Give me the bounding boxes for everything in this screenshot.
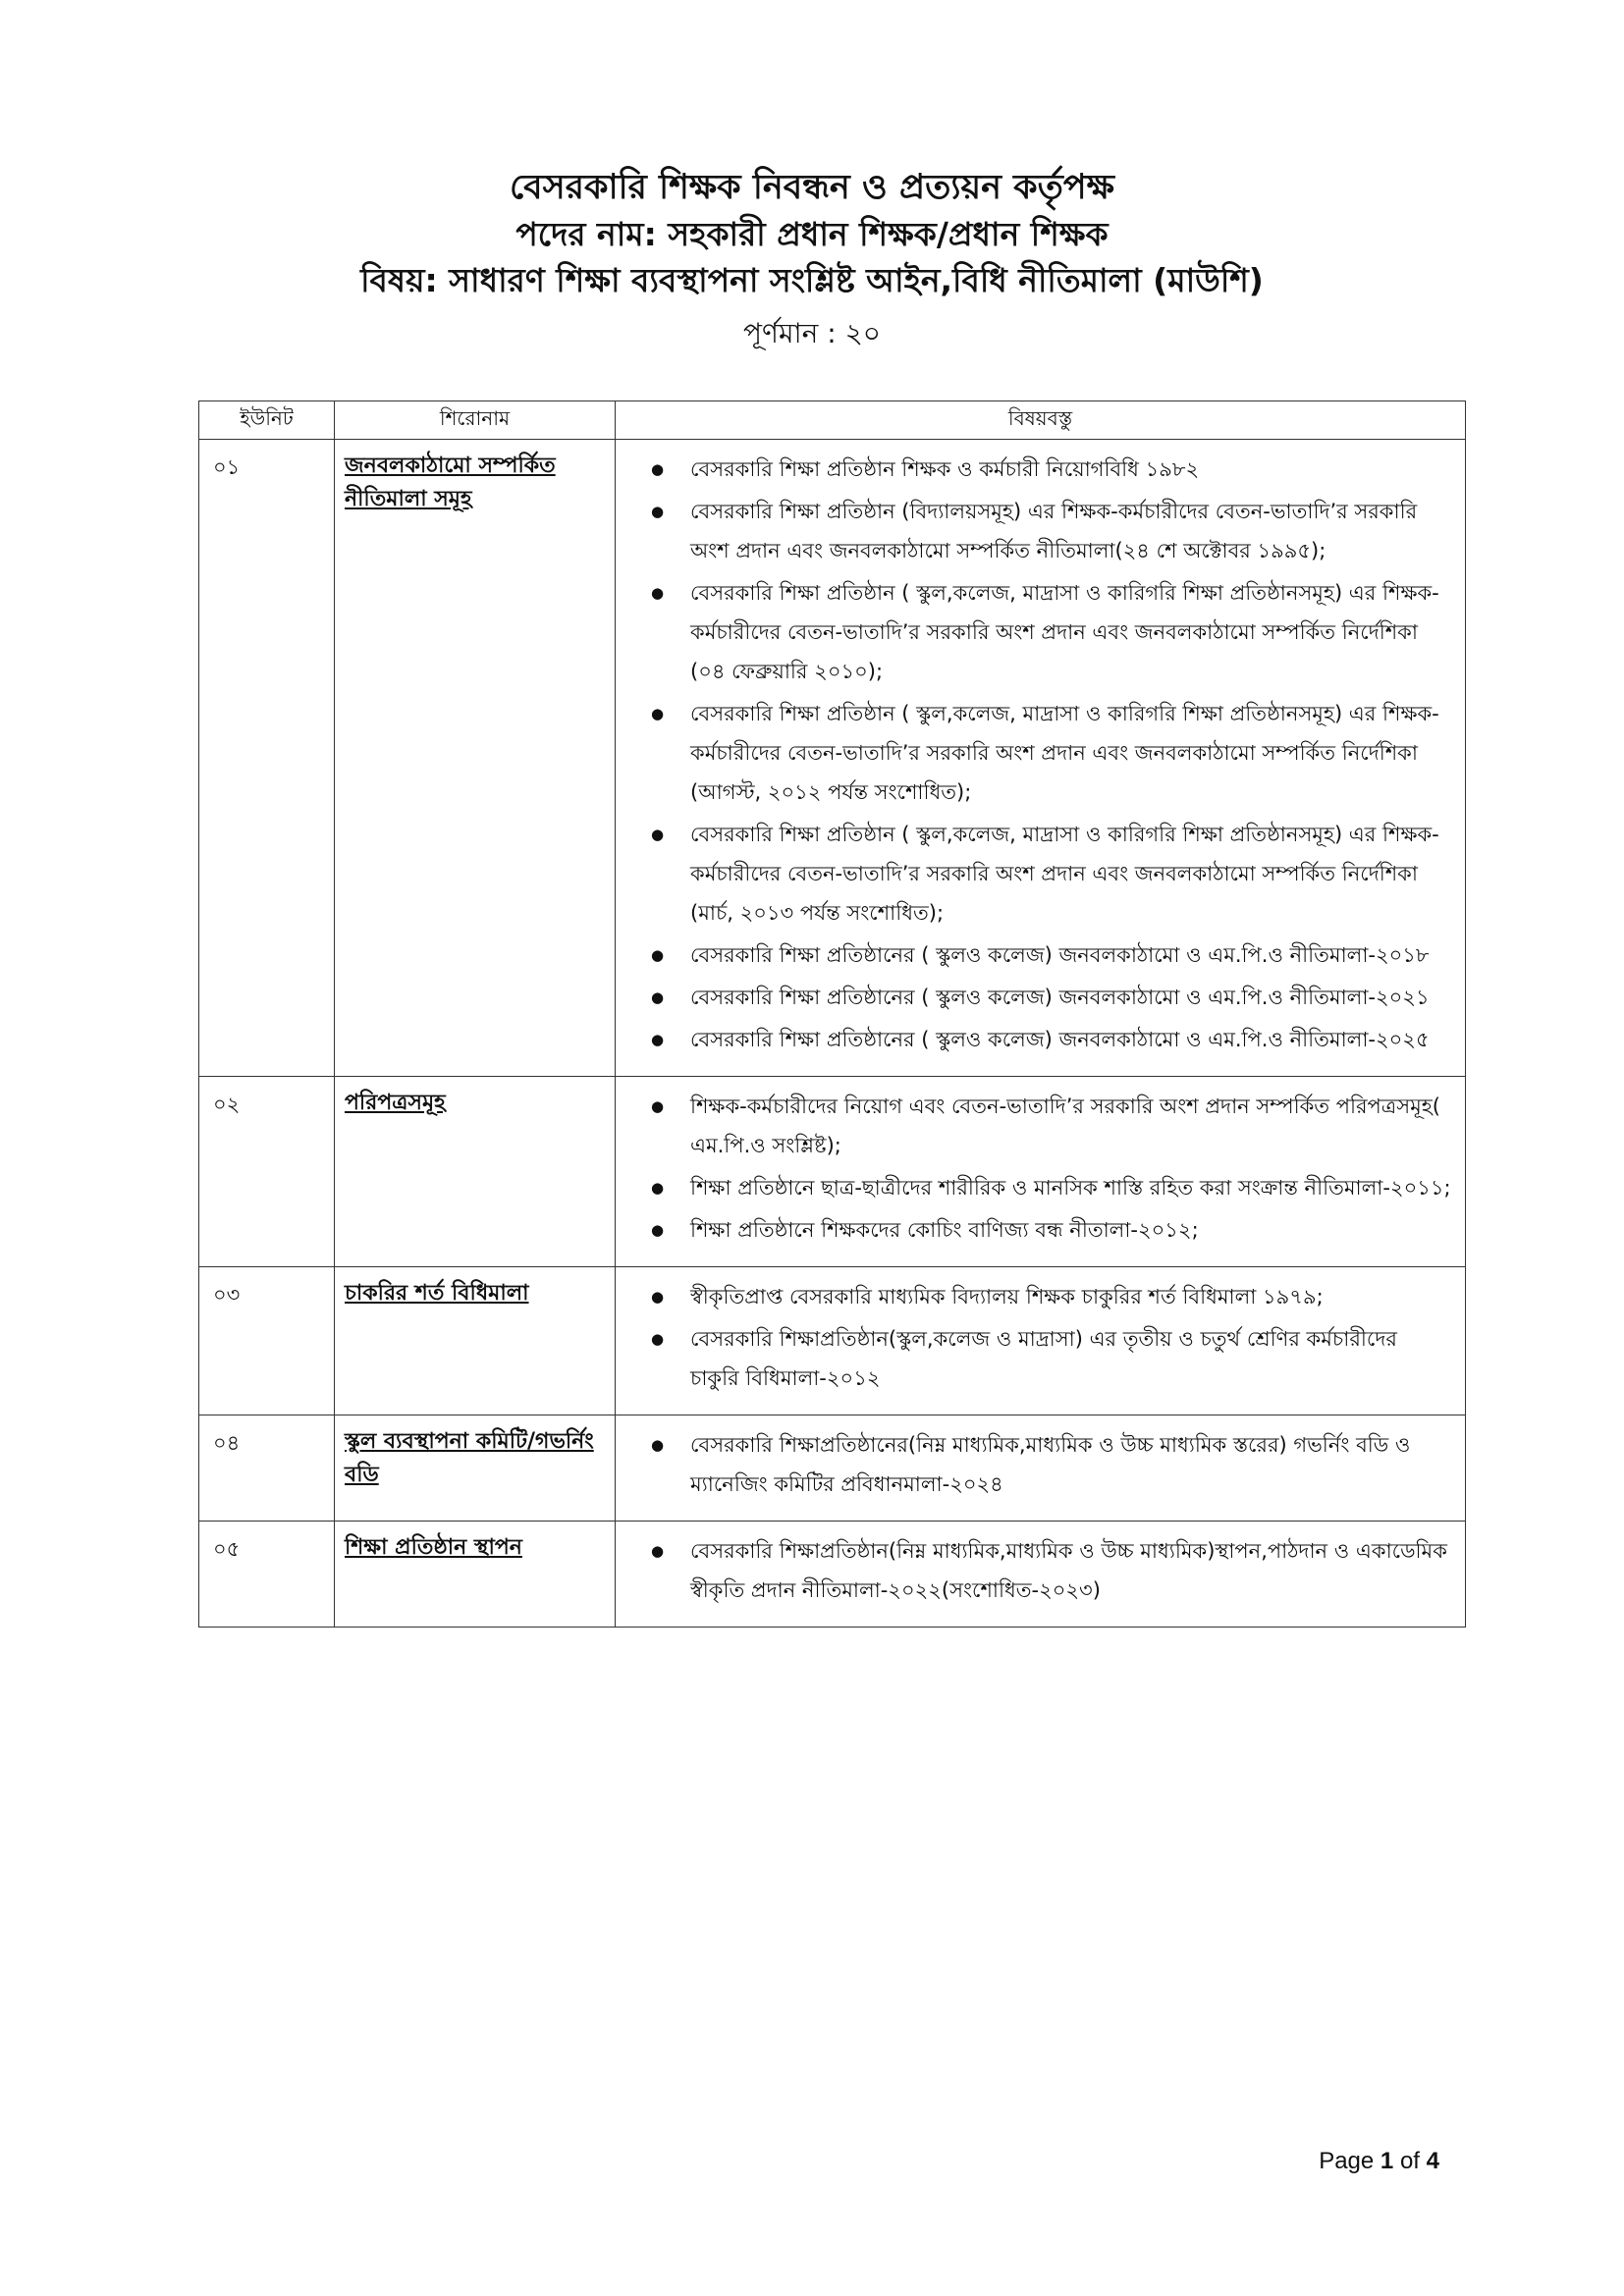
- page-total: 4: [1426, 2148, 1439, 2174]
- unit-title: শিক্ষা প্রতিষ্ঠান স্থাপন: [335, 1522, 616, 1628]
- list-item: ● বেসরকারি শিক্ষা প্রতিষ্ঠানের ( স্কুলও কলেজ) জনবলকাঠামো ও এম.পি.ও নীতিমালা-২০১৮: [629, 935, 1451, 975]
- list-item: ● শিক্ষক-কর্মচারীদের নিয়োগ এবং বেতন-ভাতাদি’র সরকারি অংশ প্রদান সম্পর্কিত পরিপত্রসমূহ( এম.পি.ও সংশ্লিষ্ট);: [629, 1087, 1451, 1165]
- unit-content: [616, 1522, 1466, 1628]
- page-number: [1319, 2148, 1439, 2175]
- unit-title: জনবলকাঠামো সম্পর্কিত নীতিমালা সমূহ: [335, 440, 616, 1077]
- authority-title: বেসরকারি শিক্ষক নিবন্ধন ও প্রত্যয়ন কর্তৃপক্ষ: [509, 168, 1115, 207]
- list-item: ● বেসরকারি শিক্ষা প্রতিষ্ঠান ( স্কুল,কলেজ, মাদ্রাসা ও কারিগরি শিক্ষা প্রতিষ্ঠানসমূহ) এর শিক্ষক-কর্মচারীদের বেতন-ভাতাদি’র সরকারি অংশ প্রদান এবং জনবলকাঠামো সম্পর্কিত নির্দেশিকা (০৪ ফেব্রুয়ারি ২০১০);: [629, 573, 1451, 691]
- content-list: [629, 1531, 1451, 1610]
- unit-content: [616, 440, 1466, 1077]
- header-content: বিষয়বস্তু: [616, 401, 1466, 440]
- page-current: 1: [1380, 2148, 1394, 2174]
- header-unit: ইউনিট: [199, 401, 335, 440]
- content-list: [629, 1087, 1451, 1250]
- list-item: ● শিক্ষা প্রতিষ্ঠানে শিক্ষকদের কোচিং বাণিজ্য বন্ধ নীতালা-২০১২;: [629, 1210, 1451, 1250]
- unit-content: [616, 1267, 1466, 1415]
- unit-number: ০৩: [199, 1267, 335, 1415]
- table-row: [199, 1415, 1466, 1522]
- list-item: ● বেসরকারি শিক্ষা প্রতিষ্ঠান ( স্কুল,কলেজ, মাদ্রাসা ও কারিগরি শিক্ষা প্রতিষ্ঠানসমূহ) এর শিক্ষক-কর্মচারীদের বেতন-ভাতাদি’র সরকারি অংশ প্রদান এবং জনবলকাঠামো সম্পর্কিত নির্দেশিকা (মার্চ, ২০১৩ পর্যন্ত সংশোধিত);: [629, 815, 1451, 933]
- list-item: ● বেসরকারি শিক্ষা প্রতিষ্ঠান ( স্কুল,কলেজ, মাদ্রাসা ও কারিগরি শিক্ষা প্রতিষ্ঠানসমূহ) এর শিক্ষক-কর্মচারীদের বেতন-ভাতাদি’র সরকারি অংশ প্রদান এবং জনবলকাঠামো সম্পর্কিত নির্দেশিকা (আগস্ট, ২০১২ পর্যন্ত সংশোধিত);: [629, 694, 1451, 812]
- list-item: ● স্বীকৃতিপ্রাপ্ত বেসরকারি মাধ্যমিক বিদ্যালয় শিক্ষক চাকুরির শর্ত বিধিমালা ১৯৭৯;: [629, 1277, 1451, 1316]
- document-header: [0, 165, 1624, 358]
- subject-line: বিষয়: সাধারণ শিক্ষা ব্যবস্থাপনা সংশ্লিষ্ট আইন,বিধি নীতিমালা (মাউশি): [360, 261, 1264, 299]
- list-item: ● বেসরকারি শিক্ষাপ্রতিষ্ঠান(নিম্ন মাধ্যমিক,মাধ্যমিক ও উচ্চ মাধ্যমিক)স্থাপন,পাঠদান ও একাডেমিক স্বীকৃতি প্রদান নীতিমালা-২০২২(সংশোধিত-২০২৩): [629, 1531, 1451, 1610]
- list-item: ● বেসরকারি শিক্ষা প্রতিষ্ঠান (বিদ্যালয়সমূহ) এর শিক্ষক-কর্মচারীদের বেতন-ভাতাদি’র সরকারি অংশ প্রদান এবং জনবলকাঠামো সম্পর্কিত নীতিমালা(২৪ শে অক্টোবর ১৯৯৫);: [629, 492, 1451, 570]
- full-marks: পূর্ণমান : ২০: [743, 317, 881, 349]
- list-item: ● বেসরকারি শিক্ষা প্রতিষ্ঠানের ( স্কুলও কলেজ) জনবলকাঠামো ও এম.পি.ও নীতিমালা-২০২৫: [629, 1020, 1451, 1059]
- header-title: শিরোনাম: [335, 401, 616, 440]
- table-header-row: [199, 401, 1466, 440]
- list-item: ● শিক্ষা প্রতিষ্ঠানে ছাত্র-ছাত্রীদের শারীরিক ও মানসিক শাস্তি রহিত করা সংক্রান্ত নীতিমালা-২০১১;: [629, 1168, 1451, 1207]
- content-list: [629, 1425, 1451, 1504]
- unit-number: ০১: [199, 440, 335, 1077]
- page-word: Page: [1319, 2148, 1375, 2174]
- table-row: [199, 440, 1466, 1077]
- unit-title: চাকরির শর্ত বিধিমালা: [335, 1267, 616, 1415]
- list-item: ● বেসরকারি শিক্ষা প্রতিষ্ঠান শিক্ষক ও কর্মচারী নিয়োগবিধি ১৯৮২: [629, 450, 1451, 489]
- table-row: [199, 1522, 1466, 1628]
- content-list: [629, 450, 1451, 1059]
- table-row: [199, 1267, 1466, 1415]
- unit-number: ০৪: [199, 1415, 335, 1522]
- list-item: ● বেসরকারি শিক্ষাপ্রতিষ্ঠানের(নিম্ন মাধ্যমিক,মাধ্যমিক ও উচ্চ মাধ্যমিক স্তরের) গভর্নিং বডি ও ম্যানেজিং কমিটির প্রবিধানমালা-২০২৪: [629, 1425, 1451, 1504]
- of-word: of: [1399, 2148, 1420, 2174]
- unit-number: ০২: [199, 1077, 335, 1267]
- content-list: [629, 1277, 1451, 1398]
- unit-content: [616, 1077, 1466, 1267]
- table-row: [199, 1077, 1466, 1267]
- list-item: ● বেসরকারি শিক্ষাপ্রতিষ্ঠান(স্কুল,কলেজ ও মাদ্রাসা) এর তৃতীয় ও চতুর্থ শ্রেণির কর্মচারীদের চাকুরি বিধিমালা-২০১২: [629, 1319, 1451, 1398]
- unit-content: [616, 1415, 1466, 1522]
- unit-title: পরিপত্রসমূহ: [335, 1077, 616, 1267]
- unit-title: স্কুল ব্যবস্থাপনা কমিটি/গভর্নিং বডি: [335, 1415, 616, 1522]
- list-item: ● বেসরকারি শিক্ষা প্রতিষ্ঠানের ( স্কুলও কলেজ) জনবলকাঠামো ও এম.পি.ও নীতিমালা-২০২১: [629, 978, 1451, 1017]
- syllabus-table: [198, 400, 1466, 1628]
- unit-number: ০৫: [199, 1522, 335, 1628]
- post-name: পদের নাম: সহকারী প্রধান শিক্ষক/প্রধান শিক্ষক: [515, 215, 1109, 253]
